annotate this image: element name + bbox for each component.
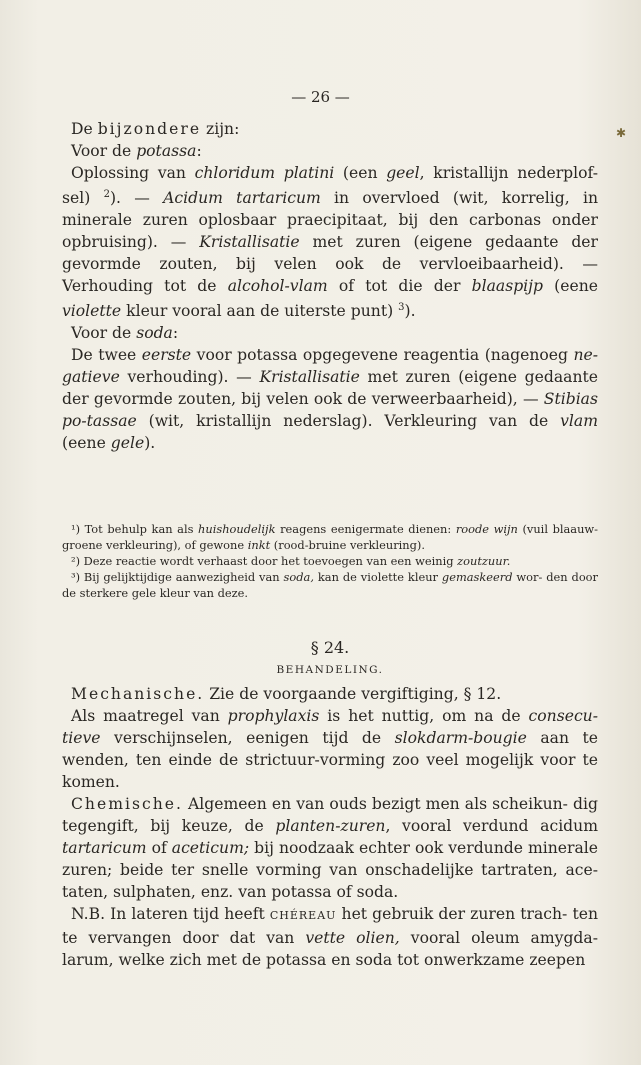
section-title: BEHANDELING. bbox=[276, 664, 384, 676]
footnote-1: ¹) Tot behulp kan als huishoudelijk reagens eenigermate dienen: roode wijn (vuil blaauw-groene verkleuring), of gewone inkt (rood-bruine verkleuring). bbox=[62, 522, 599, 552]
margin-mark-icon: ✱ bbox=[616, 126, 627, 140]
footnote-2: ²) Deze reactie wordt verhaast door het toevoegen van een weinig zoutzuur. bbox=[71, 554, 511, 568]
potassa-paragraph: Oplossing van chloridum platini (een geel, kristallijn nederplof- sel) $^2$). — Acidum tartaricum in overvloed (wit, korrelig, in minerale zuren oplosbaar praecipitaat, bij den carbonas onder opbruising). — Kristallisatie met zuren (eigene gedaante der gevormde zouten, bij velen ook de vervloeibaarheid). — Verhouding tot de alcohol-vlam of tot die der blaaspijp (eene violette kleur vooral aan de uiterste punt) $^3$). bbox=[62, 164, 598, 321]
footnotes bbox=[62, 521, 598, 601]
mechanical-paragraph: Mechanische. Zie de voorgaande vergiftiging, § 12. bbox=[71, 685, 502, 703]
prophylaxis-paragraph: Als maatregel van prophylaxis is het nuttig, om na de consecu-tieve verschijnselen, eenigen tijd de slokdarm-bougie aan te wenden, ten einde de strictuur-vorming zoo veel mogelijk voor te komen. bbox=[62, 707, 599, 791]
footnote-3: ³) Bij gelijktijdige aanwezigheid van soda, kan de violette kleur gemaskeerd wor- den door de sterkere gele kleur van deze. bbox=[62, 570, 598, 600]
nb-paragraph: N.B. In lateren tijd heeft CHÉREAU het gebruik der zuren trach- ten te vervangen door dat van vette olien, vooral oleum amygda- larum, welke zich met de potassa en soda tot onwerkzame zeepen bbox=[62, 905, 598, 969]
soda-heading: Voor de soda: bbox=[71, 324, 179, 343]
spaced-word: bijzondere bbox=[97, 120, 202, 138]
section-number: § 24. bbox=[310, 638, 350, 657]
section-header bbox=[62, 618, 598, 676]
author-name: CHÉREAU bbox=[269, 909, 337, 922]
chemical-paragraph: Chemische. Algemeen en van ouds bezigt men als scheikun- dig tegengift, bij keuze, de planten-zuren, vooral verdund acidum tartaricum of aceticum; bij noodzaak echter ook verdunde minerale zuren; beide ter snelle vorming van onschadelijke tartraten, ace- taten, sulphaten, enz. van potassa of soda. bbox=[62, 795, 598, 901]
intro-line: De bijzondere zijn: bbox=[71, 120, 240, 138]
page-number: — 26 — bbox=[291, 88, 350, 106]
treatment-section bbox=[62, 683, 598, 971]
reagents-section bbox=[62, 118, 598, 454]
potassa-heading: Voor de potassa: bbox=[71, 142, 202, 160]
soda-paragraph: De twee eerste voor potassa opgegevene reagentia (nagenoeg ne-gatieve verhouding). — Kristallisatie met zuren (eigene gedaante der gevormde zouten, bij velen ook de verweerbaarheid), — Stibias po-tassae (wit, kristallijn nederslag). Verkleuring van de vlam (eene gele). bbox=[62, 346, 598, 453]
